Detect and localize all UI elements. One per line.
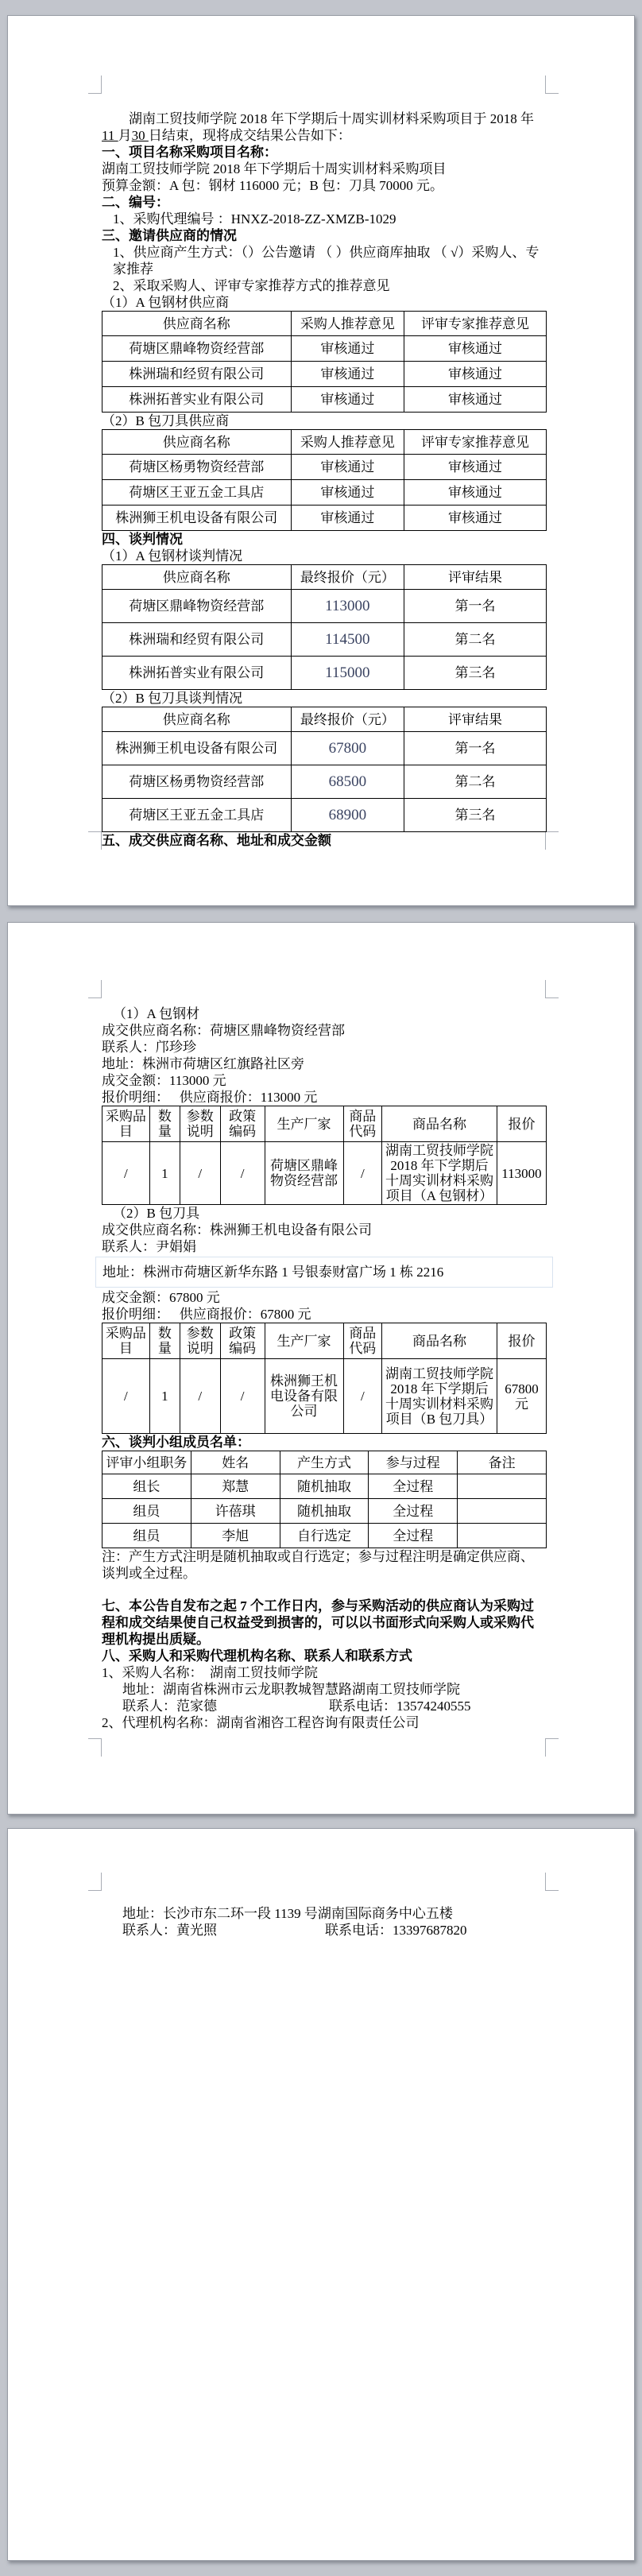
award-b-address-box [95,1257,553,1288]
table-cell: 审核通过 [404,480,547,506]
table-cell: 荷塘区鼎峰物资经营部 [102,590,292,623]
table-header-row [102,312,547,336]
margin-mark-bottom-left [88,1738,102,1757]
table-row [102,1142,547,1205]
margin-mark-top-left [88,980,102,998]
table-cell: 68900 [291,799,404,832]
table-header-cell: 参数说明 [180,1106,220,1142]
agency-code-line: 1、采购代理编号 ：HNXZ-2018-ZZ-XMZB-1029 [113,211,396,227]
award-a-amount-line: 成交金额：113000 元 [102,1073,226,1088]
section-3-heading: 三、邀请供应商的情况 [102,228,237,243]
table-row [102,765,547,799]
table-cell: 自行选定 [280,1524,369,1548]
buyer-name-line: 1、采购人名称： 湖南工贸技师学院 [102,1665,318,1680]
table-header-row [102,1451,547,1474]
buyer-contact-person: 联系人：范家德 [122,1699,217,1714]
table-row [102,1499,547,1524]
table-row [102,1474,547,1499]
table-header-cell: 商品名称 [382,1323,497,1359]
agent-name-line: 2、代理机构名称：湖南省湘咨工程咨询有限责任公司 [102,1715,420,1730]
award-a-detail-table [102,1106,547,1205]
package-b-negotiation-table [102,707,547,832]
table-header-row [102,565,547,590]
section-7-paragraph: 七、本公告自发布之起 7 个工作日内，参与采购活动的供应商认为采购过程和成交结果使自己权益受到损害的，可以以书面形式向采购人或采购代理机构提出质疑。 [102,1598,534,1647]
table-cell: 审核通过 [291,455,404,480]
table-cell: 荷塘区鼎峰物资经营部 [102,336,292,362]
table-cell: 审核通过 [291,336,404,362]
margin-mark-bottom-right [545,1738,559,1757]
document-page-1[interactable] [7,15,635,906]
intro-part-1: 湖南工贸技师学院 2018 年下学期后十周实训材料采购项目于 2018 年 [129,111,534,126]
table-cell: 荷塘区鼎峰物资经营部 [265,1142,343,1205]
table-row [102,1524,547,1548]
table-row [102,455,547,480]
table-row [102,799,547,832]
table-cell: 荷塘区杨勇物资经营部 [102,765,292,799]
table-cell: 李旭 [191,1524,280,1548]
table-cell: / [343,1359,382,1434]
table-header-cell: 参数说明 [180,1323,220,1359]
table-cell: 113000 [291,590,404,623]
panel-note-line: 注：产生方式注明是随机抽取或自行选定；参与过程注明是确定供应商、谈判或全过程。 [102,1549,534,1581]
table-row [102,387,547,413]
table-cell: 第一名 [404,732,547,765]
table-cell: 67800 [291,732,404,765]
table-cell: 株洲瑞和经贸有限公司 [102,362,292,387]
award-a-quote-line: 报价明细： 供应商报价：113000 元 [102,1090,318,1105]
table-header-cell: 最终报价（元） [291,565,404,590]
table-cell: 1 [149,1142,180,1205]
table-cell: 株洲拓普实业有限公司 [102,657,292,690]
table-header-cell: 供应商名称 [102,565,292,590]
award-b-supplier-line: 成交供应商名称：株洲狮王机电设备有限公司 [102,1222,372,1238]
table-header-cell: 报价 [497,1323,546,1359]
table-cell: 组员 [102,1524,191,1548]
table-header-cell: 数量 [149,1106,180,1142]
award-a-address-line: 地址：株洲市荷塘区红旗路社区旁 [102,1056,304,1071]
table-header-row [102,707,547,732]
table-row [102,732,547,765]
negotiation-panel-table [102,1451,547,1548]
margin-mark-top-right [545,1873,559,1891]
table-cell: 组员 [102,1499,191,1524]
table-header-cell: 供应商名称 [102,707,292,732]
table-row [102,506,547,531]
table-header-cell: 采购人推荐意见 [291,430,404,455]
award-b-address-line: 地址：株洲市荷塘区新华东路 1 号银泰财富广场 1 栋 2216 [102,1265,444,1280]
table-cell: 67800 元 [497,1359,546,1434]
table-header-cell: 评审结果 [404,565,547,590]
margin-mark-top-left [88,76,102,94]
table-cell: 湖南工贸技师学院 2018 年下学期后十周实训材料采购项目（A 包钢材） [382,1142,497,1205]
intro-paragraph [102,110,547,144]
supplier-generation-line: 1、供应商产生方式：（）公告邀请 （ ）供应商库抽取 （ √）采购人、专家推荐 [113,245,540,277]
table-cell: 第三名 [404,799,547,832]
margin-mark-bottom-left [88,831,102,850]
table-header-cell: 参与过程 [369,1451,458,1474]
table-cell: 第二名 [404,623,547,657]
page-1-text-area [102,110,547,849]
section-5-heading: 五、成交供应商名称、地址和成交金额 [102,833,331,848]
table-header-cell: 评审专家推荐意见 [404,312,547,336]
agent-contact-person: 联系人：黄光照 [122,1923,217,1938]
table-row [102,1359,547,1434]
table-header-row [102,430,547,455]
margin-mark-top-right [545,76,559,94]
package-a-negotiation-table [102,564,547,690]
table-cell [458,1474,547,1499]
table-cell: 许蓓琪 [191,1499,280,1524]
table-cell: 审核通过 [291,506,404,531]
table-row [102,590,547,623]
section-1-heading: 一、项目名称采购项目名称： [102,145,277,160]
table-cell: 第三名 [404,657,547,690]
table-header-cell: 生产厂家 [265,1323,343,1359]
award-package-a-subheading: （1）A 包钢材 [113,1006,200,1021]
section-8-heading: 八、采购人和采购代理机构名称、联系人和联系方式 [102,1648,412,1664]
buyer-contact-line [102,1698,547,1714]
table-header-row [102,1106,547,1142]
table-cell: 审核通过 [404,362,547,387]
table-cell: 株洲拓普实业有限公司 [102,387,292,413]
table-cell: 审核通过 [404,455,547,480]
table-header-cell: 政策编码 [220,1323,265,1359]
table-cell: 1 [149,1359,180,1434]
page-2-text-area [102,1005,547,1731]
table-cell: 第一名 [404,590,547,623]
recommendation-method-line: 2、采取采购人、评审专家推荐方式的推荐意见 [113,278,390,293]
table-cell: 荷塘区杨勇物资经营部 [102,455,292,480]
table-header-cell: 评审专家推荐意见 [404,430,547,455]
table-cell: 株洲瑞和经贸有限公司 [102,623,292,657]
intro-date-month: 11 [102,128,118,143]
table-cell: 68500 [291,765,404,799]
intro-part-2: 月 [118,128,132,143]
table-header-cell: 报价 [497,1106,546,1142]
package-b-supplier-subheading: （2）B 包刀具供应商 [102,413,230,428]
table-cell: 审核通过 [404,336,547,362]
table-cell: 荷塘区王亚五金工具店 [102,480,292,506]
section-6-heading: 六、谈判小组成员名单： [102,1435,250,1450]
blank-line [102,1582,547,1598]
table-cell: / [180,1142,220,1205]
table-cell: 组长 [102,1474,191,1499]
margin-mark-bottom-right [545,831,559,850]
table-cell: 株洲狮王机电设备有限公司 [102,732,292,765]
table-cell: 115000 [291,657,404,690]
table-header-cell: 评审小组职务 [102,1451,191,1474]
table-header-cell: 商品代码 [343,1106,382,1142]
award-package-b-subheading: （2）B 包刀具 [113,1206,200,1221]
table-cell: 审核通过 [291,362,404,387]
package-a-supplier-subheading: （1）A 包钢材供应商 [102,295,230,310]
table-header-cell: 采购品目 [102,1106,150,1142]
table-cell: / [220,1359,265,1434]
table-header-cell: 评审结果 [404,707,547,732]
agent-address-line: 地址：长沙市东二环一段 1139 号湖南国际商务中心五楼 [122,1906,453,1921]
table-cell: / [102,1142,150,1205]
award-b-quote-line: 报价明细： 供应商报价：67800 元 [102,1307,311,1322]
table-cell: / [343,1142,382,1205]
award-a-contact-line: 联系人：邝珍珍 [102,1040,196,1055]
table-header-cell: 数量 [149,1323,180,1359]
page-3-text-area [102,1905,547,1939]
table-cell: 荷塘区王亚五金工具店 [102,799,292,832]
table-row [102,657,547,690]
award-b-detail-table [102,1323,547,1434]
table-cell [458,1499,547,1524]
table-header-cell: 生产厂家 [265,1106,343,1142]
margin-mark-top-left [88,1873,102,1891]
agent-contact-line [102,1922,547,1939]
agent-contact-phone: 联系电话：13397687820 [325,1923,467,1938]
table-header-cell: 供应商名称 [102,430,292,455]
table-header-cell: 采购品目 [102,1323,150,1359]
table-cell: 114500 [291,623,404,657]
table-cell: / [180,1359,220,1434]
buyer-address-line: 地址：湖南省株洲市云龙职教城智慧路湖南工贸技师学院 [122,1682,460,1697]
table-cell: 全过程 [369,1474,458,1499]
award-b-amount-line: 成交金额：67800 元 [102,1290,220,1305]
table-cell: 全过程 [369,1499,458,1524]
buyer-contact-phone: 联系电话：13574240555 [329,1699,471,1714]
table-header-cell: 采购人推荐意见 [291,312,404,336]
table-row [102,336,547,362]
award-a-supplier-line: 成交供应商名称：荷塘区鼎峰物资经营部 [102,1023,345,1038]
table-cell: 审核通过 [291,387,404,413]
table-cell [458,1524,547,1548]
table-header-cell: 最终报价（元） [291,707,404,732]
table-cell: / [220,1142,265,1205]
table-header-cell: 政策编码 [220,1106,265,1142]
table-header-cell: 产生方式 [280,1451,369,1474]
table-header-row [102,1323,547,1359]
table-cell: 郑慧 [191,1474,280,1499]
table-cell: 第二名 [404,765,547,799]
project-name-line: 湖南工贸技师学院 2018 年下学期后十周实训材料采购项目 [102,161,447,176]
table-header-cell: 供应商名称 [102,312,292,336]
table-row [102,362,547,387]
table-cell: 随机抽取 [280,1474,369,1499]
intro-date-day: 30 [131,128,149,143]
package-a-recommendation-table [102,311,547,413]
table-header-cell: 备注 [458,1451,547,1474]
table-cell: 随机抽取 [280,1499,369,1524]
margin-mark-top-right [545,980,559,998]
document-page-2[interactable] [7,922,635,1815]
table-cell: / [102,1359,150,1434]
table-cell: 审核通过 [404,387,547,413]
intro-part-3: 日结束，现将成交结果公告如下： [148,128,351,143]
table-header-cell: 商品代码 [343,1323,382,1359]
section-2-heading: 二、编号： [102,195,169,210]
package-b-negotiation-subheading: （2）B 包刀具谈判情况 [102,691,243,706]
budget-line: 预算金额：A 包：钢材 116000 元；B 包：刀具 70000 元。 [102,178,444,193]
package-b-recommendation-table [102,429,547,531]
table-cell: 株洲狮王机电设备有限公司 [102,506,292,531]
table-cell: 全过程 [369,1524,458,1548]
package-a-negotiation-subheading: （1）A 包钢材谈判情况 [102,548,243,564]
table-cell: 113000 [497,1142,546,1205]
table-cell: 审核通过 [291,480,404,506]
table-header-cell: 姓名 [191,1451,280,1474]
table-row [102,480,547,506]
table-cell: 株洲狮王机电设备有限公司 [265,1359,343,1434]
table-cell: 审核通过 [404,506,547,531]
table-cell: 湖南工贸技师学院 2018 年下学期后十周实训材料采购项目（B 包刀具） [382,1359,497,1434]
table-row [102,623,547,657]
table-header-cell: 商品名称 [382,1106,497,1142]
award-b-contact-line: 联系人：尹娟娟 [102,1239,196,1254]
section-4-heading: 四、谈判情况 [102,532,183,547]
document-page-3[interactable] [7,1828,635,2561]
